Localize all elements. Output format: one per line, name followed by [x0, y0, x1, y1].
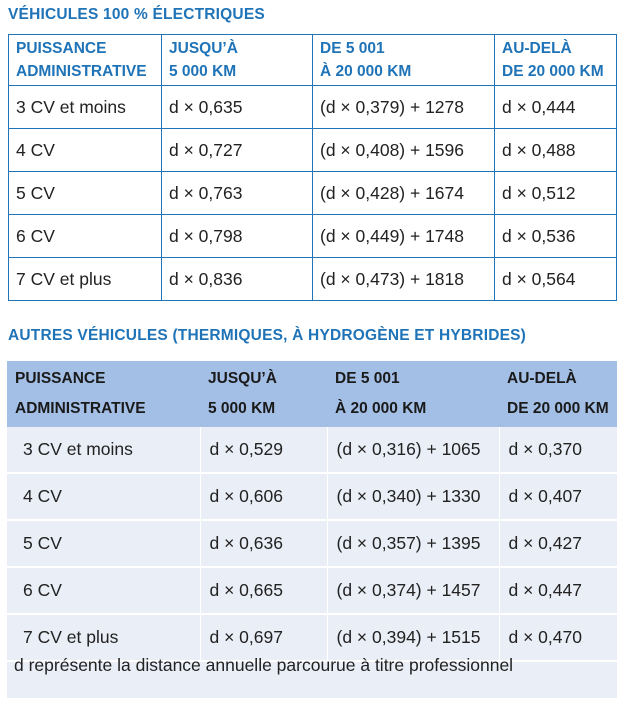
table-cell: (d × 0,428) + 1674	[313, 172, 495, 215]
table-cell: d × 0,635	[162, 86, 313, 129]
header-cell	[313, 35, 495, 86]
header-line: DE 5 001	[320, 40, 385, 57]
table-cell: d × 0,529	[200, 427, 327, 473]
table-cell: (d × 0,340) + 1330	[327, 473, 499, 520]
header-cell	[327, 361, 499, 427]
header-line: PUISSANCE	[15, 370, 106, 387]
header-cell	[200, 361, 327, 427]
table-cell: (d × 0,379) + 1278	[313, 86, 495, 129]
table-header-row	[9, 35, 617, 86]
table-cell: (d × 0,473) + 1818	[313, 258, 495, 301]
table-cell: d × 0,488	[495, 129, 617, 172]
section-title-other: AUTRES VÉHICULES (THERMIQUES, À HYDROGÈNE ET HYBRIDES)	[8, 327, 527, 344]
header-line: À 20 000 KM	[320, 63, 412, 80]
table-header-row	[7, 361, 617, 427]
header-line: 5 000 KM	[169, 63, 237, 80]
header-line: AU-DELÀ	[502, 40, 572, 57]
table-cell: d × 0,836	[162, 258, 313, 301]
table-cell: d × 0,444	[495, 86, 617, 129]
header-line: DE 5 001	[335, 370, 400, 387]
header-line: DE 20 000 KM	[502, 63, 604, 80]
table-cell: 4 CV	[7, 473, 200, 520]
header-cell	[499, 361, 617, 427]
table-cell: d × 0,798	[162, 215, 313, 258]
table-cell: d × 0,407	[499, 473, 617, 520]
table-cell: 6 CV	[9, 215, 162, 258]
table-row	[7, 427, 617, 473]
table-row	[7, 614, 617, 661]
table-cell: d × 0,447	[499, 567, 617, 614]
header-cell	[162, 35, 313, 86]
section-title-electric: VÉHICULES 100 % ÉLECTRIQUES	[8, 6, 265, 23]
header-cell	[9, 35, 162, 86]
table-cell: d × 0,427	[499, 520, 617, 567]
table-cell: d × 0,636	[200, 520, 327, 567]
header-line: PUISSANCE	[16, 40, 107, 57]
table-cell: (d × 0,394) + 1515	[327, 614, 499, 661]
table-cell: d × 0,370	[499, 427, 617, 473]
footnote: d représente la distance annuelle parcourue à titre professionnel	[14, 655, 514, 675]
header-cell	[495, 35, 617, 86]
electric-vehicles-table	[8, 34, 617, 301]
table-cell: 5 CV	[7, 520, 200, 567]
other-vehicles-panel	[7, 361, 617, 698]
table-cell: d × 0,727	[162, 129, 313, 172]
header-line: ADMINISTRATIVE	[15, 400, 146, 417]
table-row	[9, 129, 617, 172]
table-cell: 4 CV	[9, 129, 162, 172]
table-cell: d × 0,512	[495, 172, 617, 215]
header-line: JUSQU’À	[169, 40, 238, 57]
table-row	[9, 172, 617, 215]
table-cell: d × 0,564	[495, 258, 617, 301]
table-row	[7, 520, 617, 567]
table-row	[9, 86, 617, 129]
header-line: ADMINISTRATIVE	[16, 63, 147, 80]
table-cell: 5 CV	[9, 172, 162, 215]
table-cell: d × 0,665	[200, 567, 327, 614]
table-row	[7, 567, 617, 614]
table-cell: (d × 0,316) + 1065	[327, 427, 499, 473]
table-cell: d × 0,470	[499, 614, 617, 661]
header-line: DE 20 000 KM	[507, 400, 609, 417]
table-cell: (d × 0,449) + 1748	[313, 215, 495, 258]
header-cell	[7, 361, 200, 427]
table-cell: d × 0,536	[495, 215, 617, 258]
table-cell: (d × 0,374) + 1457	[327, 567, 499, 614]
table-cell: d × 0,606	[200, 473, 327, 520]
table-cell: d × 0,763	[162, 172, 313, 215]
table-row	[9, 258, 617, 301]
table-cell: 3 CV et moins	[7, 427, 200, 473]
table-cell: d × 0,697	[200, 614, 327, 661]
table-cell: 6 CV	[7, 567, 200, 614]
header-line: 5 000 KM	[208, 400, 276, 417]
table-cell: 3 CV et moins	[9, 86, 162, 129]
header-line: À 20 000 KM	[335, 400, 427, 417]
header-line: AU-DELÀ	[507, 370, 577, 387]
table-row	[9, 215, 617, 258]
table-row	[7, 473, 617, 520]
table-cell: 7 CV et plus	[7, 614, 200, 661]
table-cell: (d × 0,408) + 1596	[313, 129, 495, 172]
table-cell: 7 CV et plus	[9, 258, 162, 301]
header-line: JUSQU’À	[208, 370, 277, 387]
other-vehicles-table	[7, 361, 617, 662]
table-cell: (d × 0,357) + 1395	[327, 520, 499, 567]
